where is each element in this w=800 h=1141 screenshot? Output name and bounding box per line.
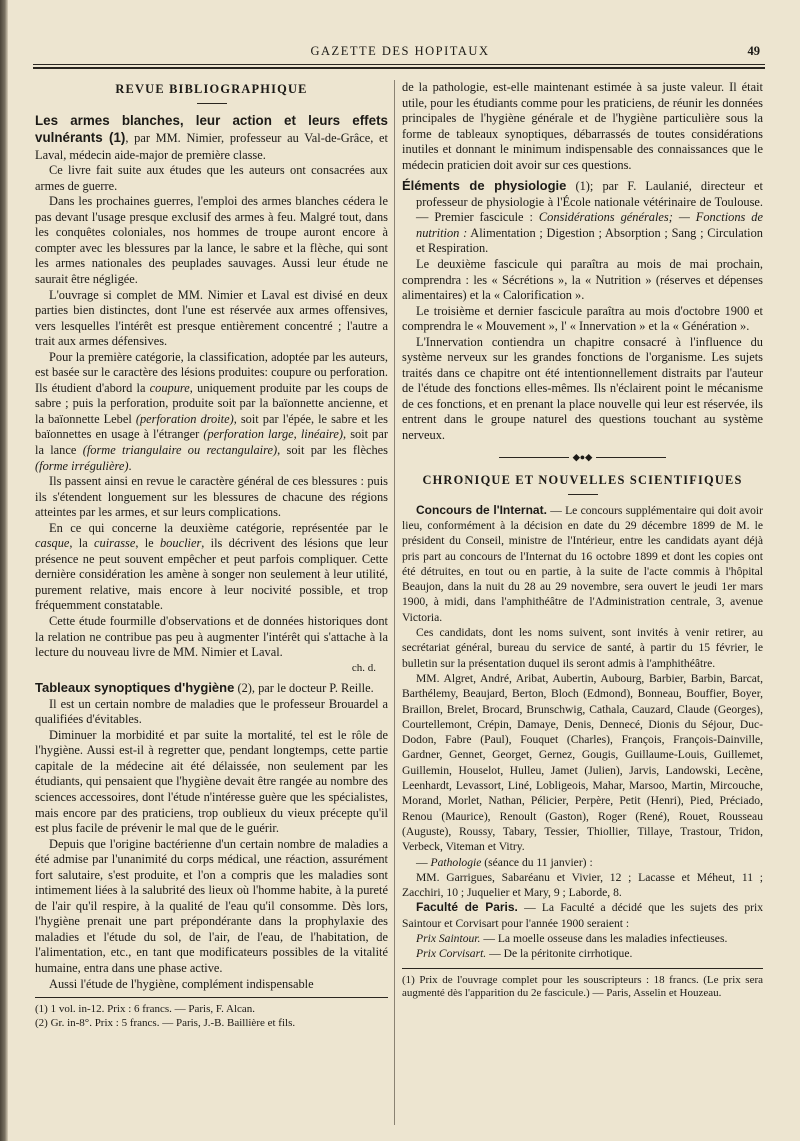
italic-run: Pathologie [430,855,482,869]
left-column [35,80,388,1030]
text-run: Pour la première catégorie, la classification, adoptée par les auteurs, est basée sur le caractère des lésions produites: coupure ou perforation. Ils étudient d'abord la [35,349,388,395]
paragraph: Le troisième et dernier fascicule paraîtra au mois d'octobre 1900 et comprendra le « Mouvement », l' « Innervation » et la « Génération ». [402,303,763,334]
italic-run: Prix Corvisart. [416,947,487,961]
text-run: , le [135,536,160,551]
paragraph [402,855,763,870]
footnote-ref: (2) [237,681,252,696]
news-heading: Faculté de Paris. [416,900,518,915]
book-authors: ; par F. Laulanié, directeur et professeur de physiologie à l'École nationale vétérinaire de Toulouse. — Premier fascicule : [416,179,763,225]
text-run: , soit par l'épée, le sabre et les baïonnettes en usage à l'étranger [35,411,388,442]
text-run: , soit par la lance [35,427,388,457]
italic-run: casque [35,536,70,551]
paragraph: Ils passent ainsi en revue le caractère général de ces blessures : puis ils s'étendent longuement sur les blessures de chacune des régions atteintes par les armes, et sur leurs complications. [35,474,388,520]
text-run: Alimentation ; Digestion ; Absorption ; Sang ; Circulation et Respiration. [416,225,763,256]
candidate-list: MM. Algret, André, Aribat, Aubertin, Aubourg, Barbier, Barbin, Barcat, Barthélemy, Beaujard, Berton, Bloch (Edmond), Bonneau, Bouffier, Boyer, Braillon, Brelet, Brocard, Brunschwig, Cathala, Cauzard, Claude (Georges), Courtellemont, Crépin, Damaye, Denis, Dennecé, Dionis du Séjour, Duc-Dodon, Fabre (Paul), Fouquet (Charles), François, François-Dainville, Gardner, Gennet, Georget, Gernez, Gougis, Guillaume-Louis, Guillemet, Guillemin, Houselot, Hulleu, Jamet (Julien), Jarvis, Landowski, Lecène, Leenhardt, Levassort, Liné, Lobligeois, Mahar, Marsoo, Martin, Mircouche, Morand, Morlet, Nathan, Pélicier, Perpère, Petit (Henri), Pied, Préciado, Renou (Maurice), Renoult (Gaston), Roger (René), Rouet, Rousseau (Auguste), Roussy, Tabary, Tessier, Thiollier, Tillaye, Trastour, Tridon, Verbeck, Viteman et Vitry. [402,671,763,854]
section-title-rule [568,494,598,495]
footnote: (1) 1 vol. in-12. Prix : 6 francs. — Paris, F. Alcan. [35,1003,256,1016]
italic-run: Considérations générales; — Fonctions de nutrition : [416,210,763,240]
paragraph: L'ouvrage si complet de MM. Nimier et Laval est divisé en deux parties bien distinctes, dont l'une est réservée aux armes offensives, vers lesquelles l'intérêt est presque entièrement concentré ; l'autre a trait aux armes défensives. [35,287,388,349]
ornamental-divider: ◆●◆ [402,450,763,466]
section-title: REVUE BIBLIOGRAPHIQUE [115,82,308,96]
right-column [402,80,763,1001]
italic-run: Prix Saintour. [416,931,481,945]
paragraph: Ces candidats, dont les noms suivent, sont invités à venir retirer, au secrétariat général, bureau du service de santé, à partir du 15 février, le bulletin sur la présentation duquel ils seront admis à l'amphithéâtre. [402,626,763,670]
paragraph: Il est un certain nombre de maladies que le professeur Brouardel a qualifiées d'évitables. [35,696,388,727]
column-separator [394,80,395,1125]
italic-run: coupure [149,380,190,395]
book-heading-elements [402,178,763,257]
text-run: (séance du 11 janvier) : [481,855,593,869]
paragraph: Aussi l'étude de l'hygiène, complément indispensable [49,976,314,991]
header-rule-bottom [33,67,765,69]
paragraph: Le deuxième fascicule qui paraîtra au mois de mai prochain, comprendra : les « Sécrétions », la « Nutrition » (réserves et dépenses alimentaires) et la « Calorification ». [402,257,763,303]
paragraph [402,931,763,946]
text-run: , la [69,536,95,551]
paragraph: Cette étude fourmille d'observations et de données historiques dont la relation ne contribue pas peu à augmenter l'intérêt qui s'attache à la lecture du nouveau livre de MM. Nimier et Laval. [35,614,388,660]
book-title: Tableaux synoptiques d'hygiène [35,680,235,696]
results-list: MM. Garrigues, Sabaréanu et Vivier, 12 ; Lacasse et Méheut, 11 ; Zacchiri, 10 ; Juquelier et Mary, 9 ; Laborde, 8. [402,870,763,900]
italic-run: (perforation large, linéaire) [203,427,344,442]
footnote-rule [402,968,763,969]
section-title: CHRONIQUE ET NOUVELLES SCIENTIFIQUES [422,473,743,488]
text-run: , soit par les flèches [277,442,388,457]
footnote-ref: (1) [109,129,126,145]
book-heading-tableaux [35,680,388,697]
text-run: — La Faculté a décidé que les sujets des prix Saintour et Corvisart pour l'année 1900 seraient : [402,901,763,930]
author-signature: ch. d. [351,661,376,674]
paragraph [35,350,388,474]
book-authors: , par MM. Nimier, professeur au Val-de-Grâce, et Laval, médecin aide-major de première classe. [35,130,388,162]
paragraph: Depuis que l'origine bactérienne d'un certain nombre de maladies a été admise par l'unanimité du corps médical, une réaction, assurément fort salutaire, s'est produite, et l'on a compris que les maladies sont intimement liées à la salubrité des lieux où l'homme habite, à la pureté de l'air qu'il respire, à la qualité de l'eau qu'il consomme. Dès lors, l'hygiène prenait une part prépondérante dans la prophylaxie des maladies et l'étude du sol, de l'air, de l'eau, de l'habitation, de l'alimentation, etc., en tant que modificateurs possibles de la vitalité humaine, entra dans une phase active. [35,836,388,976]
paragraph [35,521,388,614]
italic-run: (forme irrégulière) [35,458,129,473]
paragraph-continued: de la pathologie, est-elle maintenant estimée à sa juste valeur. Il était utile, pour les étudiants comme pour les praticiens, de réunir les données principales de l'hygiène générale et de l'hygiène particulière sous la forme de tableaux synoptiques, débarrassés de toutes considérations inutiles et donnant le minimum indispensable des connaissances que le médecin praticien doit avoir sur ces questions. [402,80,763,172]
running-header: GAZETTE DES HOPITAUX [310,44,490,58]
text-run: — Le concours supplémentaire qui doit avoir lieu, conformément à la décision en date du 29 décembre 1899 de M. le président du Conseil, ministre de l'Intérieur, entre les candidats ayant déjà pris part au concours de l'Internat du 16 octobre 1899 et dont les copies ont été détruites, en tout ou en partie, à la suite de l'acte commis à l'hôpital Beaujon, dans la nuit du 28 au 29 novembre, sera ouvert le jeudi 1er mars 1900, à midi, dans l'amphithéâtre de l'Administration centrale, 3, avenue Victoria. [402,503,764,624]
italic-run: bouclier [159,536,202,551]
book-title: Les armes blanches, leur action et leurs effets vulnérants [35,112,388,145]
section-title-rule [197,103,227,104]
page-binding-edge [0,0,8,1141]
text-run: . [128,458,132,473]
text-run: En ce qui concerne la deuxième catégorie, représentée par le [49,520,388,535]
paragraph: Ce livre fait suite aux études que les auteurs ont consacrées aux armes de guerre. [35,163,388,193]
footnote: (2) Gr. in-8°. Prix : 5 francs. — Paris, J.-B. Baillière et fils. [35,1016,296,1029]
text-run: — La moelle osseuse dans les maladies infectieuses. [480,931,728,945]
text-run: , ils décrivent des lésions que leur présence ne peut souvent empêcher et peut parfois compliquer. Cette dernière considération les amène à songer non seulement à leur utilité, purement relative, mais encore à leur nocivité possible, et trop fréquemment constatable. [35,536,388,613]
book-title: Éléments de physiologie [402,178,567,194]
book-authors: , par le docteur P. Reille. [251,681,374,696]
text-run: — De la péritonite cirrhotique. [486,947,633,961]
footnote-ref: (1) [575,179,590,194]
italic-run: (perforation droite) [135,411,234,426]
paragraph: Diminuer la morbidité et par suite la mortalité, tel est le rôle de l'hygiène. Aussi est-il à regretter que, pendant longtemps, cette partie capitale de la médecine ait été délaissée, non seulement par les étudiants, qui pensaient que l'hygiène devait être rangée au nombre des sciences accessoires, dont l'étude n'intéresse guère que les spécialistes, mais encore par des praticiens, trop oublieux du vieux précepte qu'il est plus facile de prévenir le mal que de le guérir. [35,727,388,836]
footnote-rule [35,997,388,998]
book-heading-armes [35,112,388,164]
italic-run: cuirasse [94,536,136,551]
text-run: , uniquement produite par les coups de sabre ; puis la perforation, produite soit par la baïonnette ancienne, et la baïonnette Lebel [35,380,388,426]
italic-run: (forme triangulaire ou rectangulaire) [82,442,278,457]
page-number: 49 [747,44,760,58]
footnote: (1) Prix de l'ouvrage complet pour les souscripteurs : 18 francs. (Le prix sera augmenté dès l'apparition du 2e fascicule.) — Paris, Asselin et Houzeau. [402,973,763,1000]
paragraph: Dans les prochaines guerres, l'emploi des armes blanches cédera le pas devant l'usage presque exclusif des armes à feu. Malgré tout, dans les conquêtes coloniales, nos hommes de troupe auront encore à compter avec les blessures par la lance, le sabre et la flèche, qui sont les armes nationales des peuplades sauvages. Aussi leur étude ne saurait être négligée. [35,194,388,286]
header-rule-top [33,64,765,65]
news-heading: Concours de l'Internat. [416,502,547,517]
news-item [402,900,763,931]
paragraph: L'Innervation contiendra un chapitre consacré à l'influence du système nerveux sur les grandes fonctions de l'organisme. Les sujets traités dans ce chapitre ont été intentionnellement distraits par l'auteur de l'étude des fonctions elles-mêmes. Ils n'éclairent point le mécanisme de ces fonctions, et en prenant la place nouvelle qui leur est réservée, ils entrent dans le groupe naturel des questions touchant au système nerveux. [402,334,763,443]
news-item [402,503,763,625]
paragraph [402,946,763,961]
text-run: — [416,855,431,869]
news-block [402,503,763,962]
